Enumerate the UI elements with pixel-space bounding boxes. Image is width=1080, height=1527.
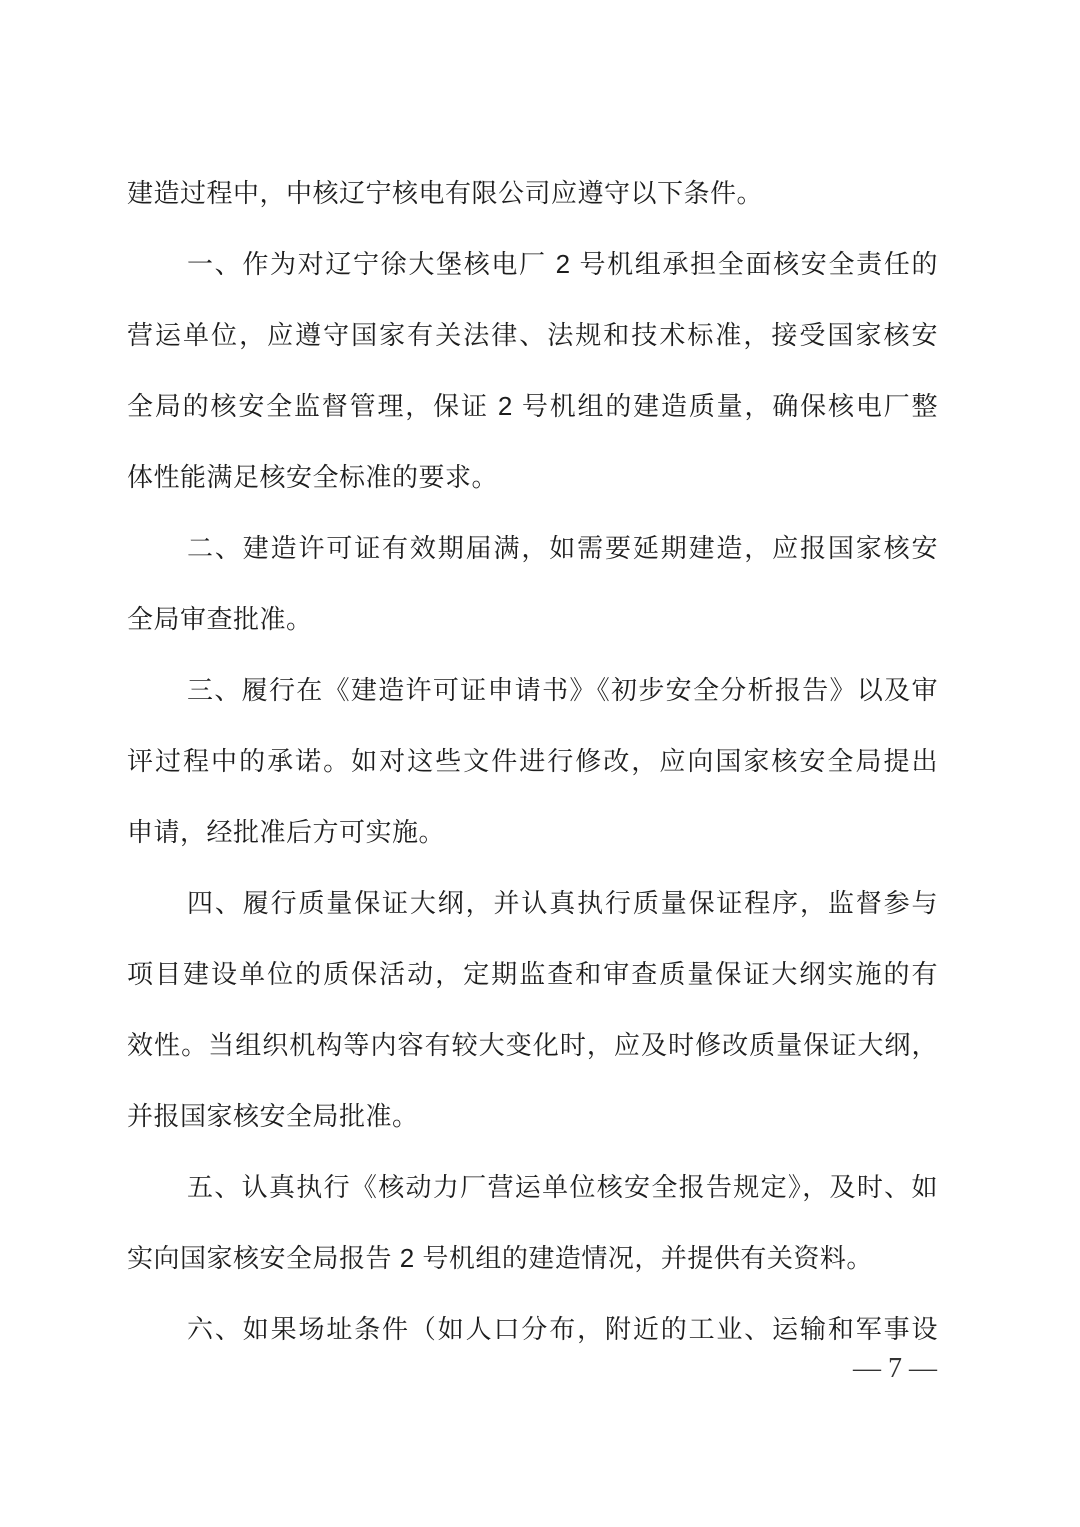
text-line: 一、作为对辽宁徐大堡核电厂 2 号机组承担全面核安全责任的 <box>187 249 938 279</box>
text-line: 二、建造许可证有效期届满，如需要延期建造，应报国家核安 <box>187 533 938 563</box>
text-line: 评过程中的承诺。如对这些文件进行修改，应向国家核安全局提出 <box>127 746 938 776</box>
page-number: — 7 — <box>853 1353 937 1384</box>
text-line: 实向国家核安全局报告 2 号机组的建造情况，并提供有关资料。 <box>127 1243 873 1273</box>
text-line: 申请，经批准后方可实施。 <box>127 817 446 847</box>
text-line: 并报国家核安全局批准。 <box>127 1101 419 1131</box>
text-line: 效性。当组织机构等内容有较大变化时，应及时修改质量保证大纲， <box>127 1030 938 1060</box>
text-line: 五、认真执行《核动力厂营运单位核安全报告规定》，及时、如 <box>187 1172 938 1202</box>
text-line: 建造过程中，中核辽宁核电有限公司应遵守以下条件。 <box>127 178 764 208</box>
text-line: 项目建设单位的质保活动，定期监查和审查质量保证大纲实施的有 <box>127 959 938 989</box>
text-line: 营运单位，应遵守国家有关法律、法规和技术标准，接受国家核安 <box>127 320 938 350</box>
text-line: 四、履行质量保证大纲，并认真执行质量保证程序，监督参与 <box>187 888 938 918</box>
document-body <box>127 158 938 1365</box>
text-line: 三、履行在《建造许可证申请书》《初步安全分析报告》以及审 <box>187 675 938 705</box>
text-line: 体性能满足核安全标准的要求。 <box>127 462 499 492</box>
text-line: 全局审查批准。 <box>127 604 313 634</box>
text-line: 全局的核安全监督管理，保证 2 号机组的建造质量，确保核电厂整 <box>127 391 938 421</box>
text-line: 六、如果场址条件（如人口分布，附近的工业、运输和军事设 <box>187 1314 938 1344</box>
